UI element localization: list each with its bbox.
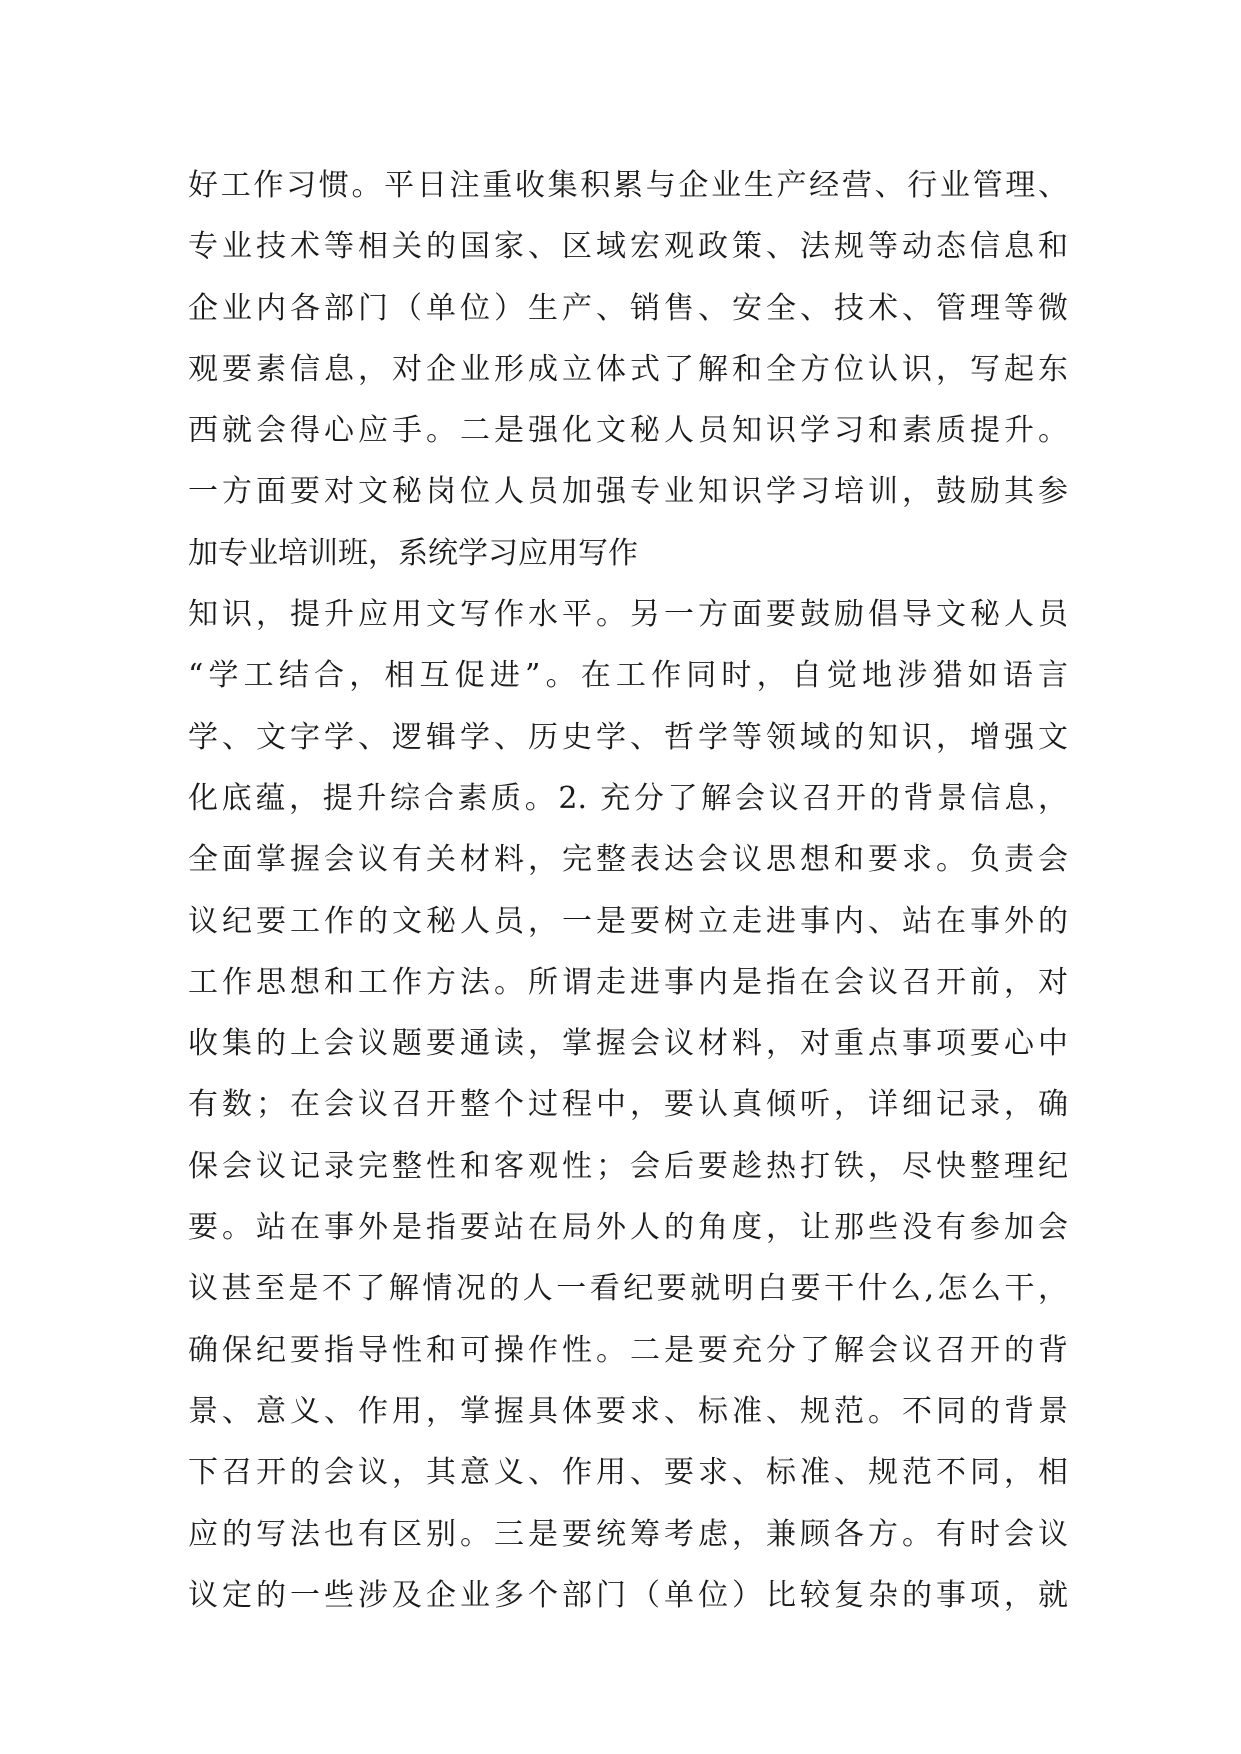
text-line: 下召开的会议，其意义、作用、要求、标准、规范不同，相	[188, 1455, 1068, 1491]
text-line: 知识，提升应用文写作水平。另一方面要鼓励倡导文秘人员	[188, 597, 1068, 633]
text-line: 全面掌握会议有关材料，完整表达会议思想和要求。负责会	[188, 842, 1068, 878]
text-line: 议纪要工作的文秘人员，一是要树立走进事内、站在事外的	[188, 903, 1068, 939]
text-line: 企业内各部门（单位）生产、销售、安全、技术、管理等微	[188, 290, 1068, 326]
text-line: 观要素信息，对企业形成立体式了解和全方位认识，写起东	[188, 351, 1068, 387]
text-line: 议定的一些涉及企业多个部门（单位）比较复杂的事项，就	[188, 1577, 1068, 1613]
text-line: 化底蕴，提升综合素质。2. 充分了解会议召开的背景信息，	[188, 780, 1068, 816]
text-line: 景、意义、作用，掌握具体要求、标准、规范。不同的背景	[188, 1393, 1068, 1429]
text-line: 专业技术等相关的国家、区域宏观政策、法规等动态信息和	[188, 229, 1068, 265]
text-line: 应的写法也有区别。三是要统筹考虑，兼顾各方。有时会议	[188, 1516, 1068, 1552]
text-line: 西就会得心应手。二是强化文秘人员知识学习和素质提升。	[188, 413, 1068, 449]
body-text	[188, 155, 1068, 1626]
text-line: 有数；在会议召开整个过程中，要认真倾听，详细记录，确	[188, 1087, 1068, 1123]
text-line: 议甚至是不了解情况的人一看纪要就明白要干什么,怎么干，	[188, 1271, 1068, 1307]
text-line: 保会议记录完整性和客观性；会后要趁热打铁，尽快整理纪	[188, 1148, 1068, 1184]
text-line: 好工作习惯。平日注重收集积累与企业生产经营、行业管理、	[188, 168, 1068, 203]
text-line: 工作思想和工作方法。所谓走进事内是指在会议召开前，对	[188, 964, 1068, 1000]
text-line: 确保纪要指导性和可操作性。二是要充分了解会议召开的背	[188, 1332, 1068, 1368]
text-line: 要。站在事外是指要站在局外人的角度，让那些没有参加会	[188, 1210, 1068, 1246]
text-line: 学、文字学、逻辑学、历史学、哲学等领域的知识，增强文	[188, 719, 1068, 755]
text-line: “学工结合，相互促进”。在工作同时，自觉地涉猎如语言	[188, 658, 1068, 694]
text-line: 一方面要对文秘岗位人员加强专业知识学习培训，鼓励其参	[188, 474, 1068, 510]
text-line: 加专业培训班，系统学习应用写作	[188, 535, 638, 571]
text-line: 收集的上会议题要通读，掌握会议材料，对重点事项要心中	[188, 1026, 1068, 1062]
